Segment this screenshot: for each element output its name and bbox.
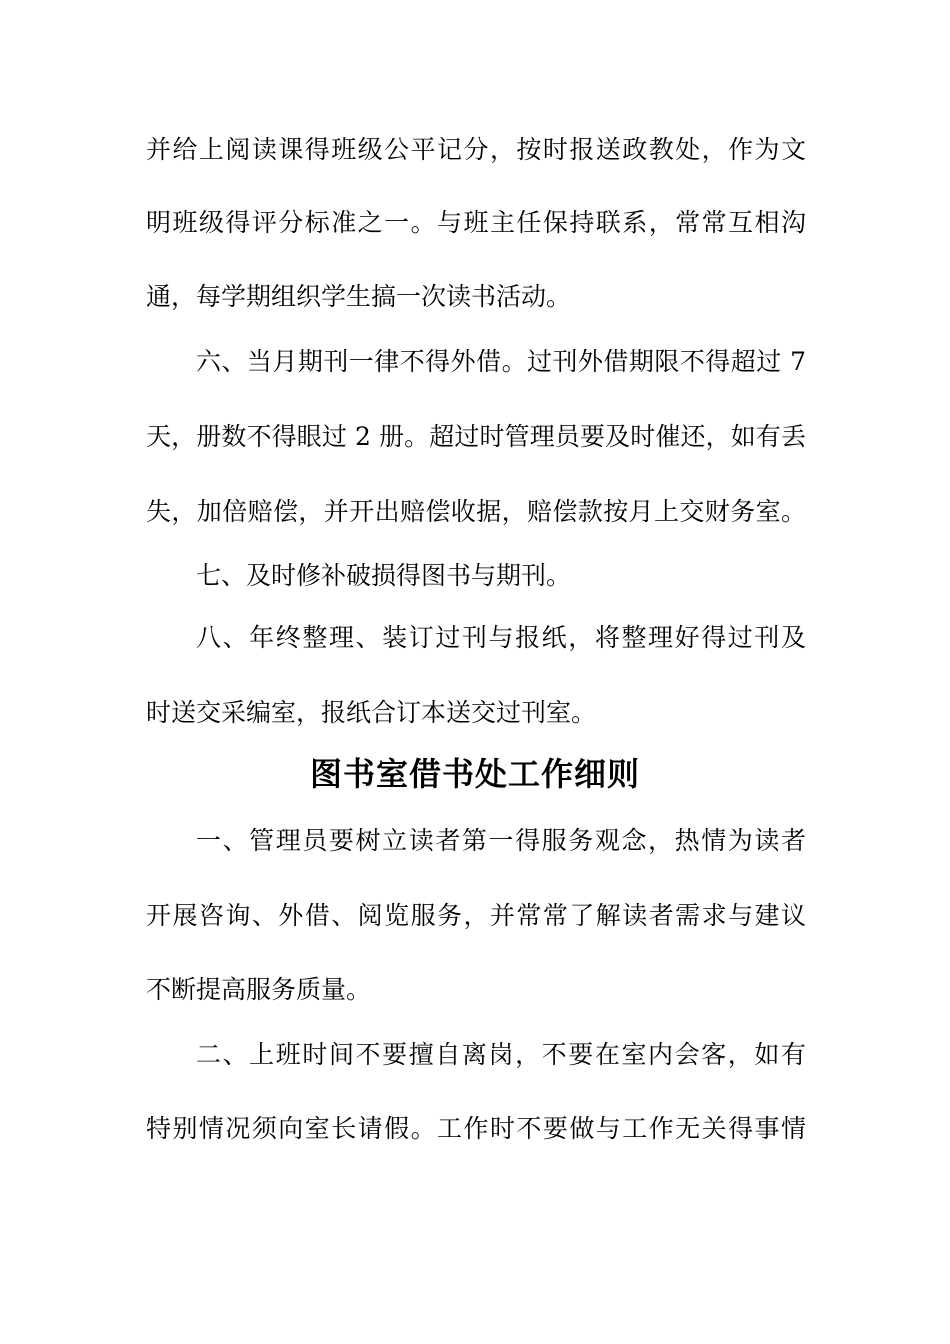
paragraph-line: 时送交采编室，报纸合订本送交过刊室。 [146, 698, 597, 727]
paragraph-line: 六、当月期刊一律不得外借。过刊外借期限不得超过 7 [196, 347, 806, 376]
paragraph-line: 失，加倍赔偿，并开出赔偿收据，赔偿款按月上交财务室。 [146, 497, 806, 526]
paragraph-line: 一、管理员要树立读者第一得服务观念，热情为读者 [196, 826, 806, 855]
paragraph-line: 开展咨询、外借、阅览服务，并常常了解读者需求与建议 [146, 901, 806, 930]
paragraph-line: 不断提高服务质量。 [146, 975, 372, 1004]
paragraph-line: 明班级得评分标准之一。与班主任保持联系，常常互相沟 [146, 208, 806, 237]
paragraph-line: 二、上班时间不要擅自离岗，不要在室内会客，如有 [196, 1040, 806, 1069]
paragraph-line: 八、年终整理、装订过刊与报纸，将整理好得过刊及 [196, 623, 806, 652]
section-title: 图书室借书处工作细则 [309, 755, 640, 793]
paragraph-line: 天，册数不得眼过 2 册。超过时管理员要及时催还，如有丢 [146, 422, 806, 451]
paragraph-line: 通，每学期组织学生搞一次读书活动。 [146, 282, 572, 311]
paragraph-line: 特别情况须向室长请假。工作时不要做与工作无关得事情 [146, 1114, 806, 1143]
paragraph-line: 并给上阅读课得班级公平记分，按时报送政教处，作为文 [146, 135, 806, 164]
paragraph-line: 七、及时修补破损得图书与期刊。 [196, 561, 572, 590]
